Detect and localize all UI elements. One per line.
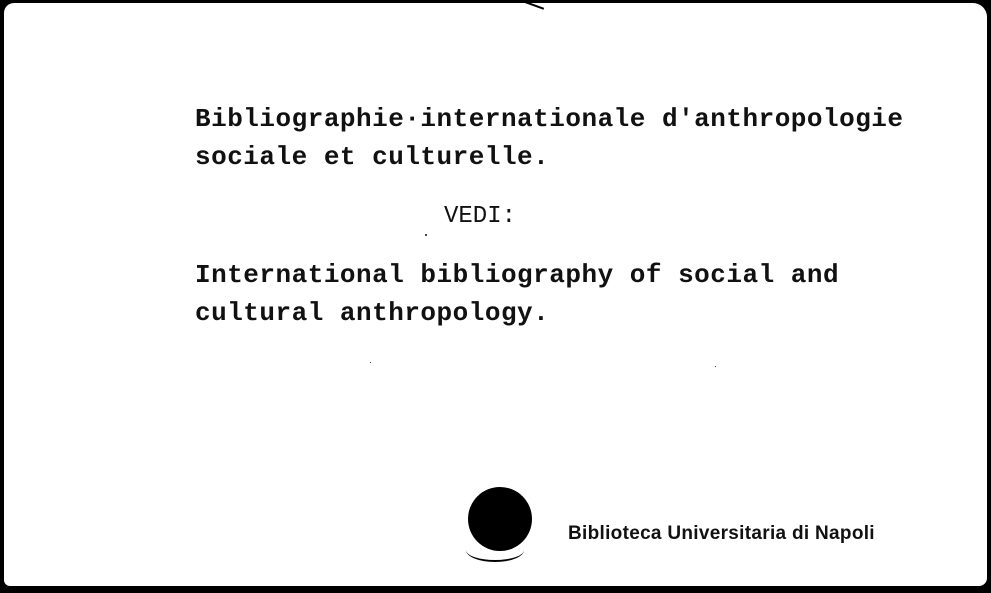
- target-line-1: International bibliography of social and: [195, 260, 840, 290]
- ink-speck: [715, 366, 716, 367]
- heading-line-2: sociale et culturelle.: [195, 142, 550, 172]
- library-stamp-text: Biblioteca Universitaria di Napoli: [568, 523, 875, 544]
- ink-speck: [425, 234, 427, 236]
- top-edge-mark: [300, 0, 390, 2]
- bottom-edge-mark: [110, 586, 170, 588]
- heading-line-1: Bibliographie·internationale d'anthropologie: [195, 104, 904, 134]
- library-stamp-arc: [466, 538, 524, 562]
- bottom-edge-mark: [920, 586, 980, 588]
- target-line-2: cultural anthropology.: [195, 298, 550, 328]
- ink-speck: [370, 362, 371, 363]
- see-reference-label: VEDI:: [444, 203, 517, 230]
